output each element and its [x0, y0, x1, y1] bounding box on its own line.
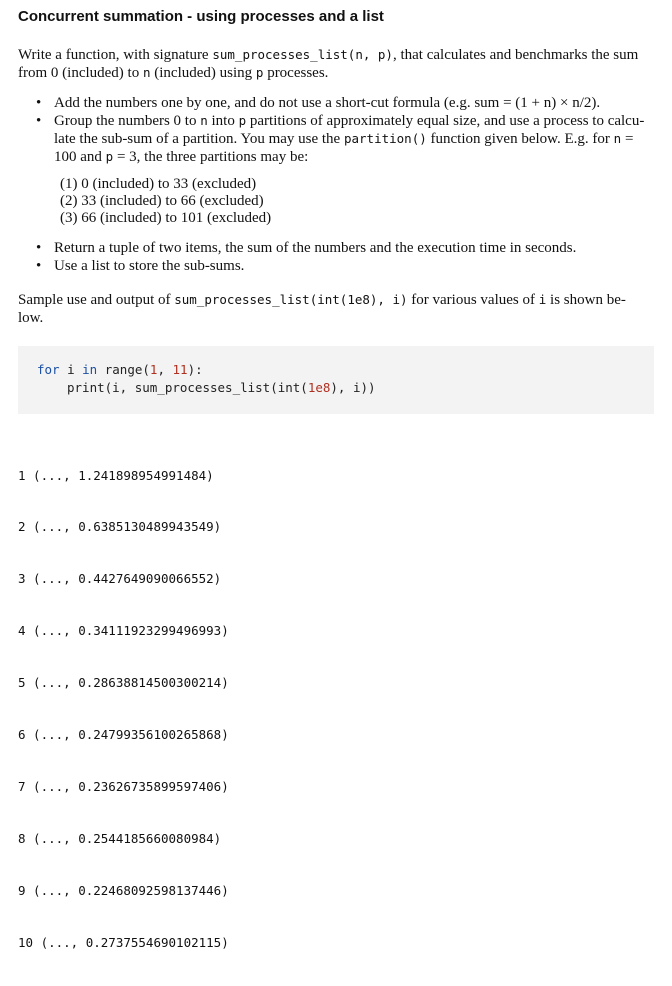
bullet-text: late the sub-sum of a partition. You may use the: [54, 131, 344, 147]
number-literal: 1: [149, 362, 158, 377]
bullet-text: into: [207, 113, 239, 129]
intro-text: from 0 (included) to: [18, 65, 143, 81]
intro-paragraph: [18, 46, 654, 82]
code-text: i: [59, 362, 83, 377]
program-output: [18, 432, 229, 986]
inline-code-p: p: [238, 113, 247, 128]
list-item: [36, 257, 656, 275]
sample-text: is shown be-: [546, 292, 626, 308]
inline-code-i: i: [538, 292, 547, 307]
bullet-line: [54, 130, 656, 148]
bullet-text: Use a list to store the sub-sums.: [54, 258, 245, 274]
output-line: 9 (..., 0.22468092598137446): [18, 882, 229, 898]
intro-text: Write a function, with signature: [18, 47, 213, 63]
return-requirements-list: [36, 239, 656, 275]
inline-code-partition: partition(): [343, 131, 427, 146]
keyword-for: for: [37, 362, 60, 377]
output-line: 10 (..., 0.2737554690102115): [18, 934, 229, 950]
function-signature: sum_processes_list(n, p): [212, 47, 393, 62]
bullet-text: function given below. E.g. for: [426, 131, 614, 147]
code-text: ):: [187, 362, 203, 377]
output-line: 2 (..., 0.6385130489943549): [18, 519, 222, 535]
bullet-line: [54, 148, 656, 166]
sample-text: for various values of: [407, 292, 539, 308]
inline-code-call: sum_processes_list(int(1e8), i): [174, 292, 408, 307]
list-item: [36, 239, 656, 257]
bullet-text: Group the numbers 0 to: [54, 113, 201, 129]
code-text: ), i)): [330, 380, 376, 395]
keyword-in: in: [82, 362, 98, 377]
code-text: ,: [157, 362, 173, 377]
partition-item: (2) 33 (included) to 66 (excluded): [60, 193, 264, 209]
intro-line-1: [18, 46, 654, 64]
bullet-text: Add the numbers one by one, and do not use a short-cut formula (e.g. sum = (1 + n) × n/2).: [54, 95, 601, 111]
bullet-text: 100 and: [54, 149, 106, 165]
output-line: 4 (..., 0.34111923299496993): [18, 623, 229, 639]
code-text: range(: [97, 362, 150, 377]
code-line-2: [67, 380, 376, 395]
inline-code-p: p: [255, 65, 264, 80]
inline-code-n: n: [142, 65, 151, 80]
number-literal: 1e8: [307, 380, 331, 395]
output-line: 8 (..., 0.2544185660080984): [18, 830, 222, 846]
bullet-icon: •: [36, 240, 42, 256]
bullet-icon: •: [36, 258, 42, 274]
requirements-list: [36, 94, 656, 166]
intro-text: , that calculates and benchmarks the sum: [392, 47, 639, 63]
section-heading: Concurrent summation - using processes and a list: [18, 8, 384, 25]
output-line: 7 (..., 0.23626735899597406): [18, 778, 229, 794]
inline-code-p: p: [105, 149, 114, 164]
partition-list: [60, 176, 271, 227]
output-line: 5 (..., 0.28638814500300214): [18, 675, 229, 691]
bullet-text: =: [621, 131, 634, 147]
sample-line-1: [18, 291, 654, 309]
code-block: [18, 346, 654, 414]
intro-text: processes.: [263, 65, 329, 81]
code-line-1: [37, 362, 203, 377]
bullet-text: = 3, the three partitions may be:: [113, 149, 309, 165]
bullet-icon: •: [36, 95, 42, 111]
partition-item: (1) 0 (included) to 33 (excluded): [60, 176, 257, 192]
list-item: [36, 112, 656, 166]
number-literal: 11: [172, 362, 188, 377]
inline-code-n: n: [613, 131, 622, 146]
output-line: 3 (..., 0.4427649090066552): [18, 571, 222, 587]
bullet-text: partitions of approximately equal size, and use a process to calcu-: [246, 113, 645, 129]
list-item: [36, 94, 656, 112]
code-text: print(i, sum_processes_list(int(: [67, 380, 308, 395]
partition-item: (3) 66 (included) to 101 (excluded): [60, 210, 272, 226]
bullet-icon: •: [36, 113, 42, 129]
bullet-text: Return a tuple of two items, the sum of the numbers and the execution time in seconds.: [54, 240, 577, 256]
inline-code-n: n: [200, 113, 208, 128]
bullet-line: [54, 112, 656, 130]
sample-line-2: low.: [18, 310, 44, 326]
sample-text: Sample use and output of: [18, 292, 175, 308]
output-line: 1 (..., 1.241898954991484): [18, 467, 214, 483]
intro-line-2: [18, 64, 654, 82]
sample-paragraph: [18, 291, 654, 327]
intro-text: (included) using: [150, 65, 256, 81]
output-line: 6 (..., 0.24799356100265868): [18, 727, 229, 743]
